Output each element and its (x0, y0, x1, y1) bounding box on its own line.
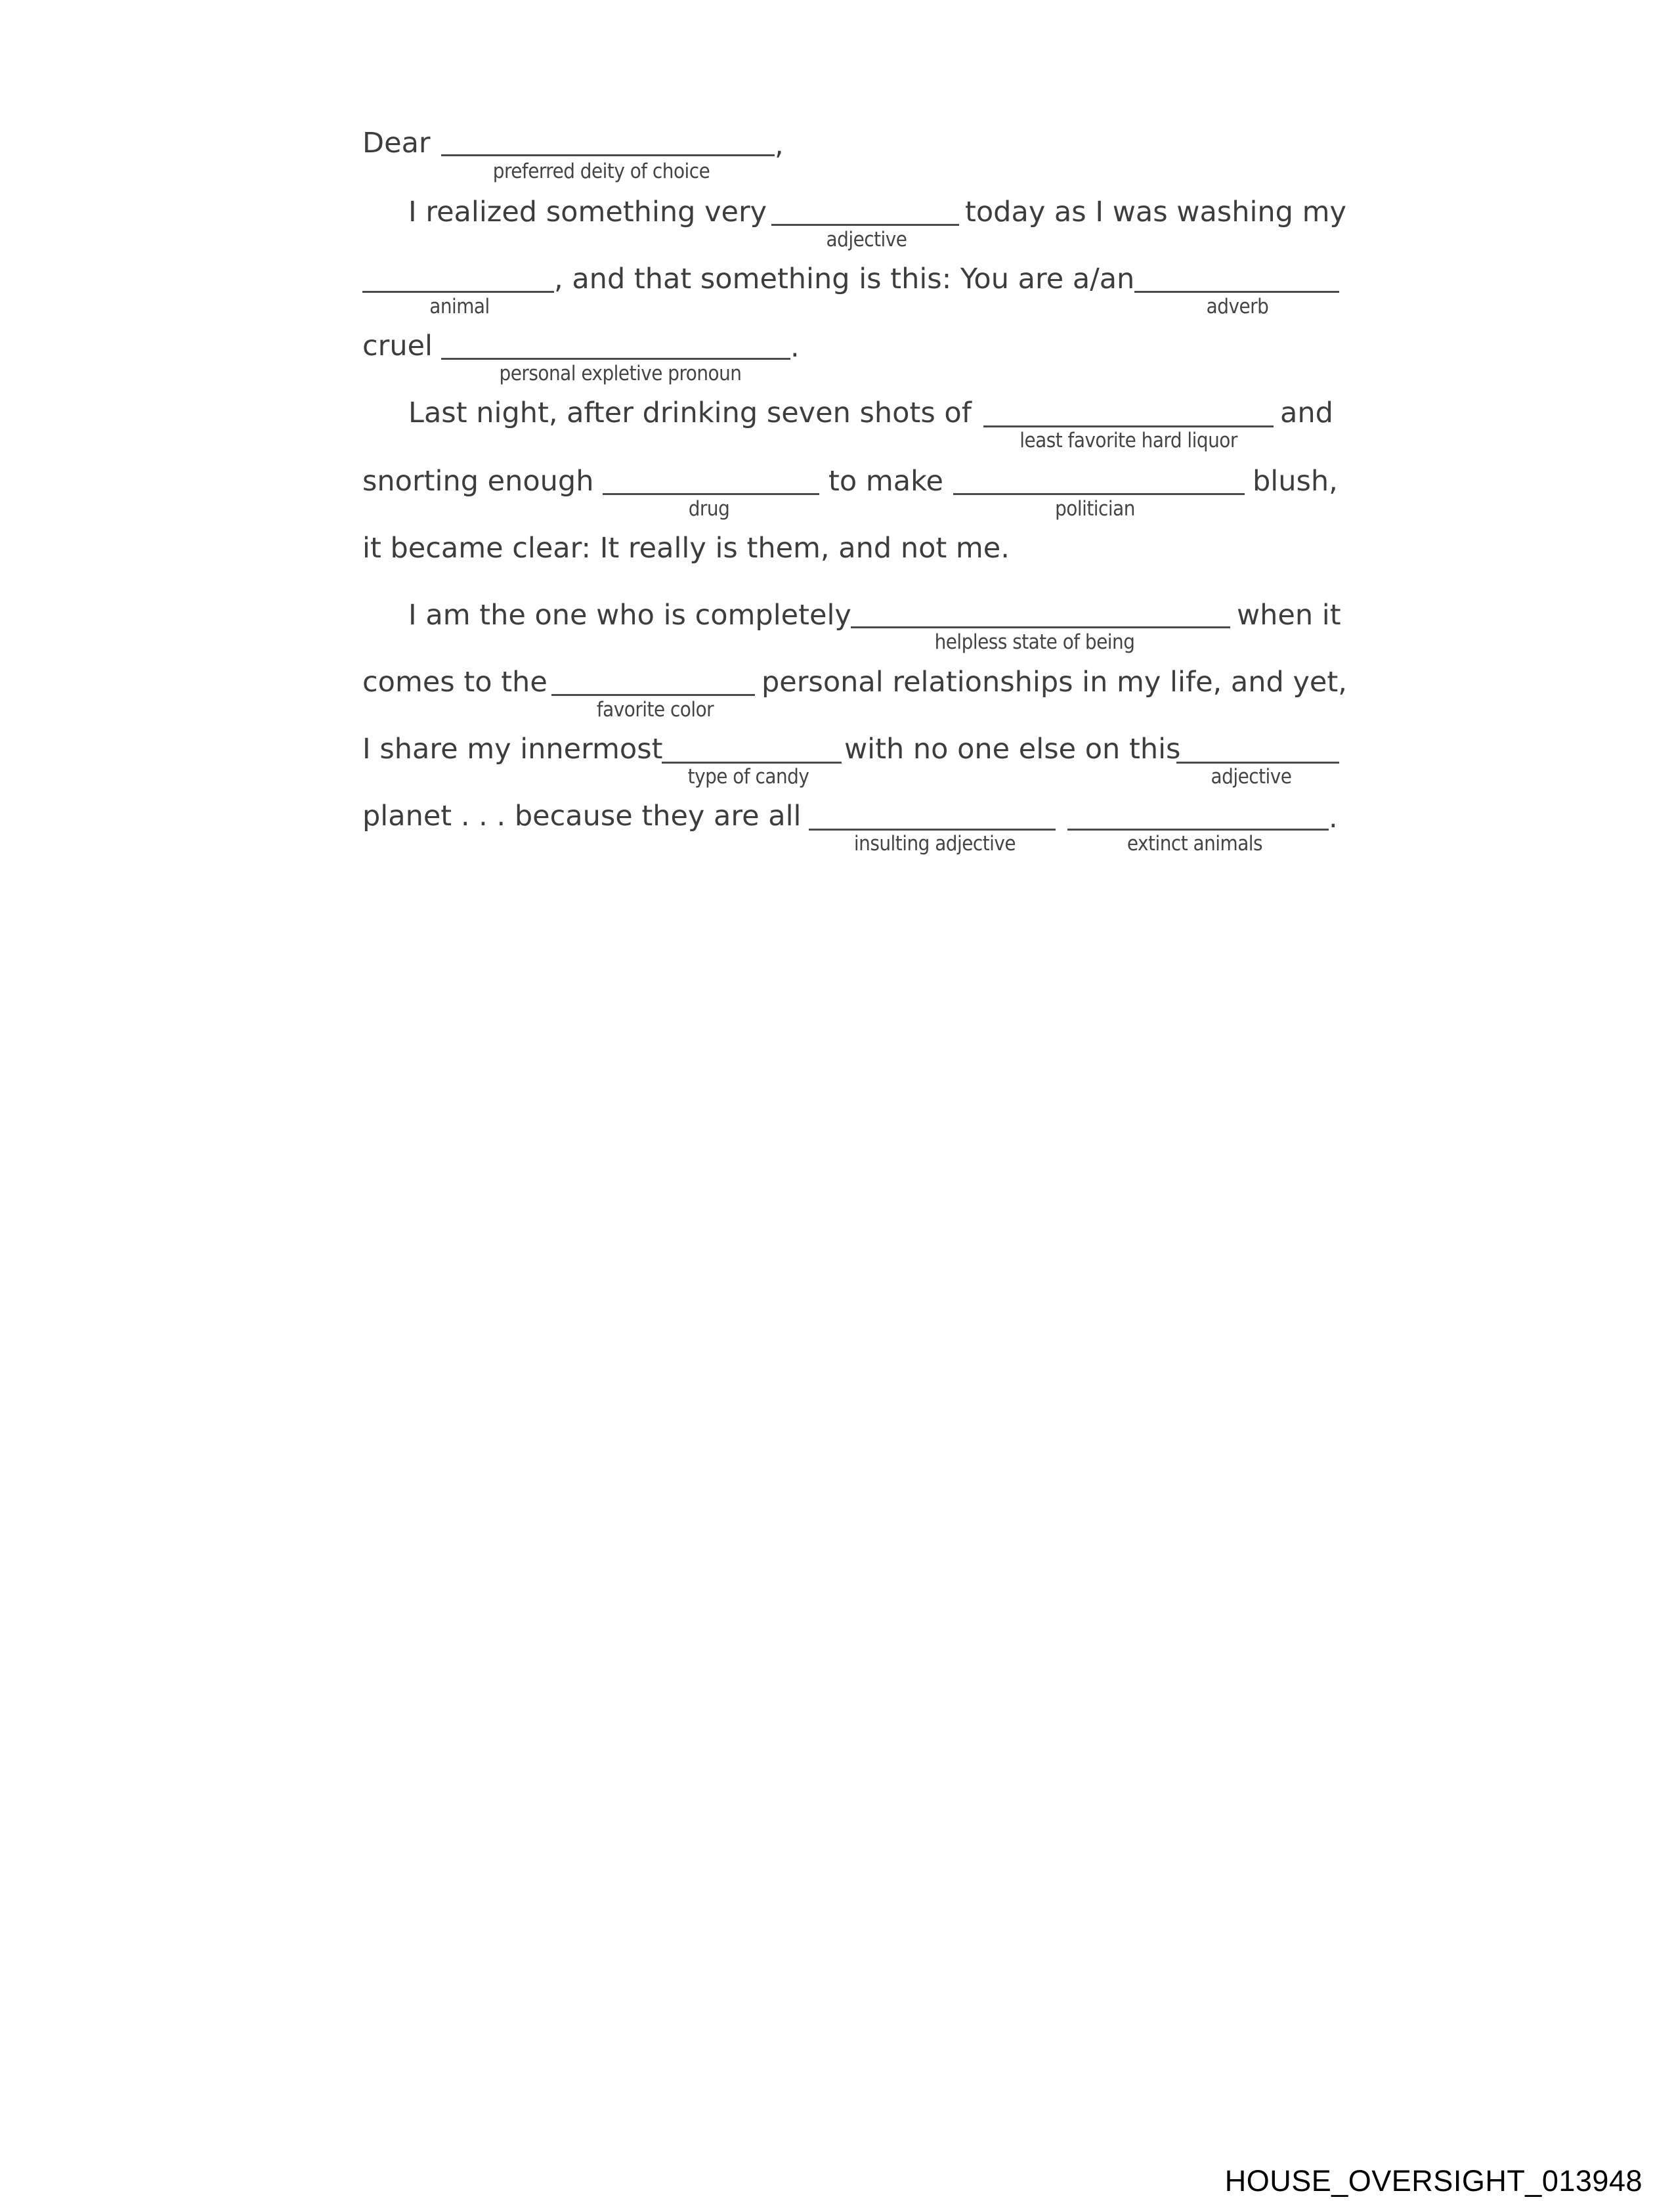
blank-adjective-2[interactable] (1176, 762, 1339, 764)
p2-to-make-text: to make (828, 465, 943, 498)
p3-when-it-text: when it (1237, 599, 1341, 632)
p1-cruel-text: cruel (362, 330, 433, 362)
p3-personal-text: personal relationships in my life, and yet, (762, 666, 1347, 699)
hint-color: favorite color (596, 698, 714, 722)
p3-comes-to-text: comes to the (362, 666, 547, 699)
p3-planet-text: planet . . . because they are all (362, 800, 802, 833)
blank-adjective-1[interactable] (771, 224, 959, 226)
blank-extinct[interactable] (1067, 829, 1329, 831)
hint-drug: drug (688, 497, 730, 521)
comma-text: , (775, 129, 784, 162)
hint-animal: animal (429, 295, 490, 318)
bates-number: HOUSE_OVERSIGHT_013948 (1224, 2164, 1642, 2198)
p2-start-text: Last night, after drinking seven shots of (408, 397, 972, 429)
hint-expletive: personal expletive pronoun (499, 362, 742, 385)
blank-politician[interactable] (953, 493, 1245, 495)
hint-liquor: least favorite hard liquor (1019, 429, 1237, 452)
blank-liquor[interactable] (983, 425, 1274, 427)
p3-share-text: I share my innermost (362, 733, 663, 766)
blank-helpless[interactable] (851, 626, 1230, 628)
blank-adverb[interactable] (1134, 291, 1339, 293)
period-final-text: . (1329, 802, 1338, 835)
p1-after-adjective-text: today as I was washing my (965, 196, 1346, 228)
hint-adjective-2: adjective (1211, 765, 1292, 789)
period-text: . (790, 331, 800, 364)
hint-adjective-1: adjective (826, 228, 907, 251)
p2-end-text: it became clear: It really is them, and not me. (362, 532, 1010, 565)
p2-blush-text: blush, (1253, 465, 1338, 498)
blank-color[interactable] (551, 694, 755, 696)
hint-adverb: adverb (1206, 295, 1269, 318)
blank-animal[interactable] (362, 291, 554, 293)
hint-candy: type of candy (687, 765, 809, 789)
hint-helpless: helpless state of being (934, 630, 1135, 654)
p3-start-text: I am the one who is completely (408, 599, 851, 632)
hint-insulting: insulting adjective (853, 832, 1016, 856)
p2-and-text: and (1280, 397, 1333, 429)
blank-candy[interactable] (662, 762, 842, 764)
hint-extinct: extinct animals (1127, 832, 1263, 856)
hint-politician: politician (1055, 497, 1135, 521)
blank-expletive[interactable] (441, 358, 790, 360)
salutation-text: Dear (362, 127, 431, 160)
blank-drug[interactable] (603, 493, 819, 495)
p2-snorting-text: snorting enough (362, 465, 594, 498)
blank-deity[interactable] (441, 154, 775, 156)
blank-insulting[interactable] (809, 829, 1056, 831)
hint-deity: preferred deity of choice (492, 160, 710, 183)
p3-with-no-one-text: with no one else on this (844, 733, 1181, 766)
p1-after-animal-text: , and that something is this: You are a/an (554, 263, 1135, 295)
p1-start-text: I realized something very (408, 196, 767, 228)
